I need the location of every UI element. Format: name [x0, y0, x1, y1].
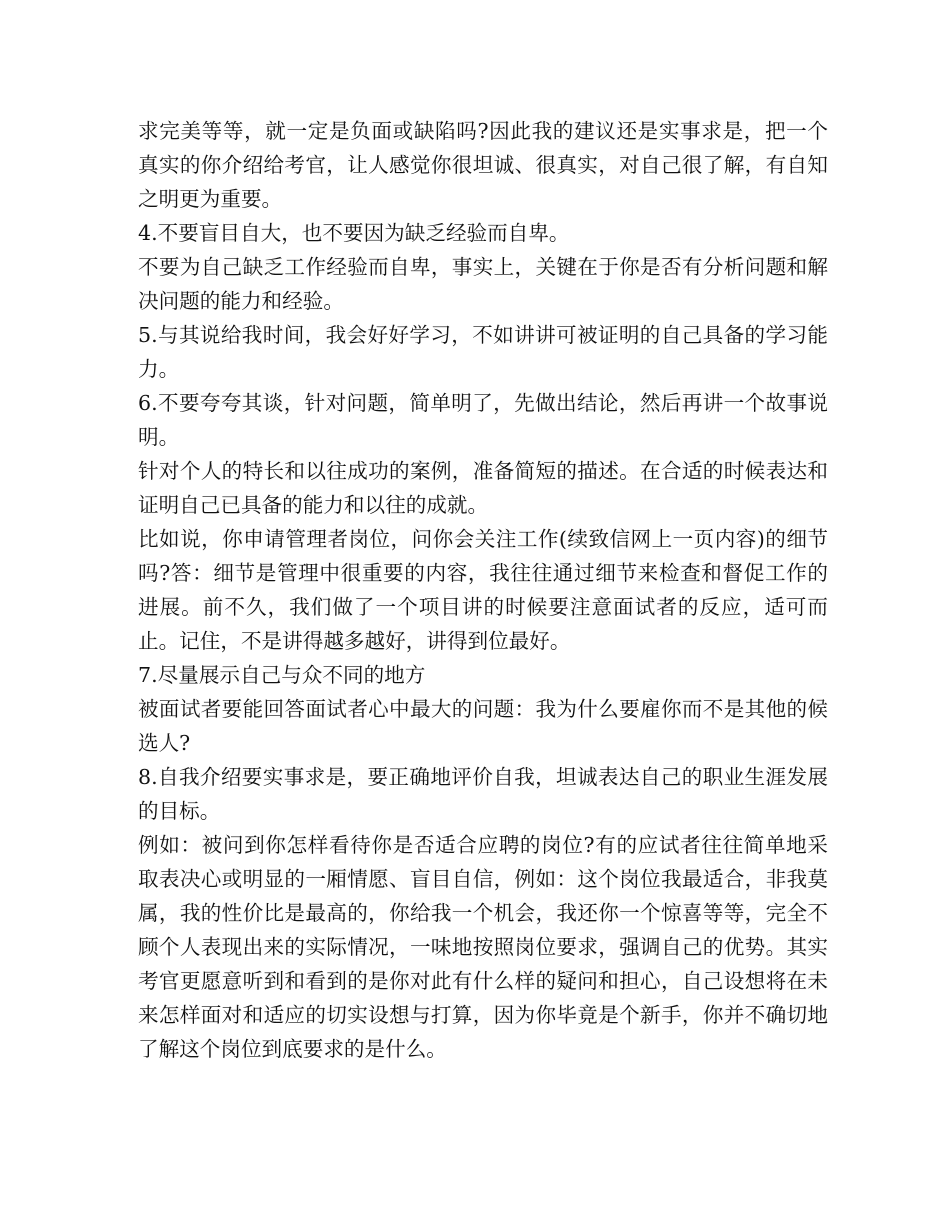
paragraph-tip-7-body: 被面试者要能回答面试者心中最大的问题：我为什么要雇你而不是其他的候选人? — [138, 697, 828, 755]
paragraph-tip-7-heading: 7.尽量展示自己与众不同的地方 — [138, 663, 426, 687]
paragraph-tip-8-heading: 8.自我介绍要实事求是，要正确地评价自我，坦诚表达自己的职业生涯发展的目标。 — [138, 765, 828, 823]
paragraph-tip-4-body: 不要为自己缺乏工作经验而自卑，事实上，关键在于你是否有分析问题和解决问题的能力和经验。 — [138, 255, 828, 313]
paragraph-tip-8-example: 例如：被问到你怎样看待你是否适合应聘的岗位?有的应试者往往简单地采取表决心或明显的一厢情愿、盲目自信，例如：这个岗位我最适合，非我莫属，我的性价比是最高的，你给我一个机会，我还你一个惊喜等等，完全不顾个人表现出来的实际情况，一味地按照岗位要求，强调自己的优势。其实考官更愿意听到和看到的是你对此有什么样的疑问和担心，自己设想将在未来怎样面对和适应的切实设想与打算，因为你毕竟是个新手，你并不确切地了解这个岗位到底要求的是什么。 — [138, 833, 828, 1061]
paragraph-tip-6-example: 比如说，你申请管理者岗位，问你会关注工作(续致信网上一页内容)的细节吗?答：细节是管理中很重要的内容，我往往通过细节来检查和督促工作的进展。前不久，我们做了一个项目讲的时候要注意面试者的反应，适可而止。记住，不是讲得越多越好，讲得到位最好。 — [138, 527, 828, 653]
paragraph-tip-6-body: 针对个人的特长和以往成功的案例，准备简短的描述。在合适的时候表达和证明自己已具备的能力和以往的成就。 — [138, 459, 828, 517]
paragraph-tip-4-heading: 4.不要盲目自大，也不要因为缺乏经验而自卑。 — [138, 221, 570, 245]
paragraph-intro-continuation: 求完美等等，就一定是负面或缺陷吗?因此我的建议还是实事求是，把一个真实的你介绍给考官，让人感觉你很坦诚、很真实，对自己很了解，有自知之明更为重要。 — [138, 119, 828, 211]
paragraph-tip-6-heading: 6.不要夸夸其谈，针对问题，简单明了，先做出结论，然后再讲一个故事说明。 — [138, 391, 828, 449]
paragraph-tip-5-heading: 5.与其说给我时间，我会好好学习，不如讲讲可被证明的自己具备的学习能力。 — [138, 323, 828, 381]
document-page — [138, 114, 828, 1066]
